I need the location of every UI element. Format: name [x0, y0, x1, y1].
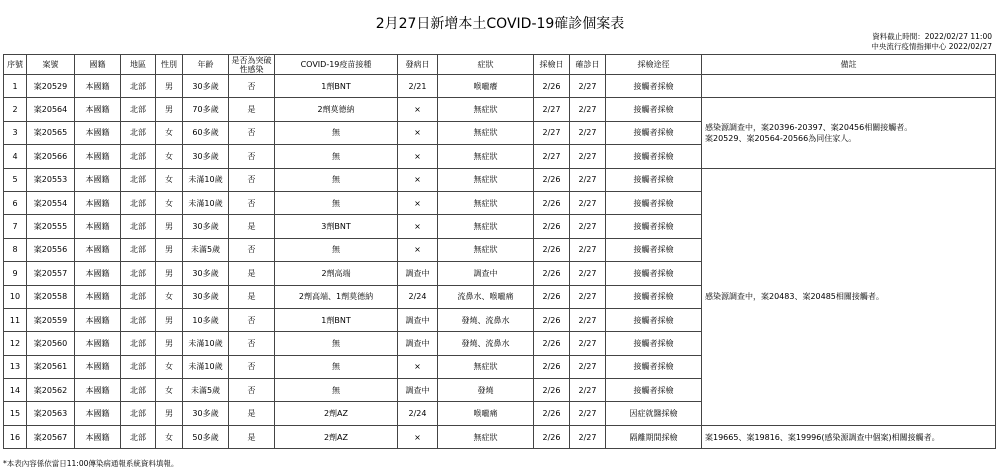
table-cell: 2/26 — [534, 308, 570, 331]
table-cell: 女 — [156, 379, 183, 402]
table-cell: 是 — [229, 215, 275, 238]
table-cell: 無 — [275, 168, 398, 191]
table-cell: 案20553 — [27, 168, 75, 191]
table-cell: 2/26 — [534, 402, 570, 425]
table-cell: 無 — [275, 332, 398, 355]
source-line: 中央流行疫情指揮中心 2022/02/27 — [871, 41, 992, 51]
table-cell: 接觸者採檢 — [606, 379, 702, 402]
table-cell: 無症狀 — [438, 121, 534, 144]
table-cell: 2/24 — [398, 285, 438, 308]
table-cell: 未滿5歲 — [183, 379, 229, 402]
table-cell: 本國籍 — [75, 425, 121, 448]
table-cell: 北部 — [121, 262, 156, 285]
table-header — [4, 55, 996, 75]
table-cell: 無 — [275, 191, 398, 214]
table-cell: 北部 — [121, 215, 156, 238]
note-line: 感染源調查中，案20396-20397、案20456相關接觸者。 — [705, 122, 913, 132]
column-header: 案號 — [27, 55, 75, 75]
table-cell: 2/21 — [398, 75, 438, 98]
table-cell: 北部 — [121, 75, 156, 98]
table-cell: × — [398, 145, 438, 168]
table-body — [4, 75, 996, 449]
column-header: 採檢日 — [534, 55, 570, 75]
table-cell: 本國籍 — [75, 402, 121, 425]
table-cell: 北部 — [121, 379, 156, 402]
table-cell: 接觸者採檢 — [606, 215, 702, 238]
table-cell: 接觸者採檢 — [606, 355, 702, 378]
table-cell: 北部 — [121, 355, 156, 378]
table-cell: 2/24 — [398, 402, 438, 425]
table-cell: 否 — [229, 121, 275, 144]
table-cell: 北部 — [121, 98, 156, 121]
table-cell: 2/27 — [534, 98, 570, 121]
table-cell: 女 — [156, 355, 183, 378]
table-cell: 是 — [229, 285, 275, 308]
footnote: *本表內容係依當日11:00傳染病通報系統資料填報。 — [3, 459, 179, 468]
table-cell: 北部 — [121, 168, 156, 191]
cutoff-time: 資料截止時間：2022/02/27 11:00 — [872, 32, 992, 41]
table-cell: 北部 — [121, 308, 156, 331]
column-header: 序號 — [4, 55, 27, 75]
table-cell: 男 — [156, 75, 183, 98]
table-cell: 案20555 — [27, 215, 75, 238]
table-cell: 30多歲 — [183, 402, 229, 425]
column-header: 性別 — [156, 55, 183, 75]
table-cell: 8 — [4, 238, 27, 261]
table-cell: × — [398, 191, 438, 214]
table-cell: 無症狀 — [438, 238, 534, 261]
table-cell: × — [398, 98, 438, 121]
table-cell: 否 — [229, 379, 275, 402]
table-cell: 2劑AZ — [275, 402, 398, 425]
table-cell: 本國籍 — [75, 285, 121, 308]
table-cell: 接觸者採檢 — [606, 168, 702, 191]
table-row — [4, 75, 996, 98]
table-cell: 30多歲 — [183, 215, 229, 238]
table-cell: 北部 — [121, 121, 156, 144]
table-cell: 否 — [229, 238, 275, 261]
note-cell — [702, 168, 996, 425]
table-cell: 是 — [229, 262, 275, 285]
table-cell: 2/27 — [570, 402, 606, 425]
table-cell: 男 — [156, 215, 183, 238]
table-cell: 70多歲 — [183, 98, 229, 121]
table-cell: 案20564 — [27, 98, 75, 121]
table-cell: 案20567 — [27, 425, 75, 448]
table-cell: 2/27 — [570, 379, 606, 402]
table-cell: 案20529 — [27, 75, 75, 98]
table-cell: 本國籍 — [75, 145, 121, 168]
table-cell: 案20566 — [27, 145, 75, 168]
table-cell: 案20560 — [27, 332, 75, 355]
table-cell: 14 — [4, 379, 27, 402]
column-header: 地區 — [121, 55, 156, 75]
note-line: 感染源調查中，案20483、案20485相關接觸者。 — [705, 292, 884, 302]
table-cell: 60多歲 — [183, 121, 229, 144]
table-cell: 隔離期間採檢 — [606, 425, 702, 448]
table-cell: 2/27 — [570, 215, 606, 238]
table-cell: 1劑BNT — [275, 308, 398, 331]
table-cell: 2劑莫德納 — [275, 98, 398, 121]
note-cell — [702, 98, 996, 168]
table-cell: 無症狀 — [438, 215, 534, 238]
table-row — [4, 168, 996, 191]
table-cell: 女 — [156, 168, 183, 191]
table-cell: 本國籍 — [75, 121, 121, 144]
table-cell: 2/27 — [534, 145, 570, 168]
table-cell: 2/27 — [570, 75, 606, 98]
table-cell: 2劑高端、1劑莫德納 — [275, 285, 398, 308]
table-cell: 男 — [156, 98, 183, 121]
table-cell: 案20558 — [27, 285, 75, 308]
table-cell: 本國籍 — [75, 238, 121, 261]
table-cell: 5 — [4, 168, 27, 191]
table-cell: 女 — [156, 285, 183, 308]
table-cell: 未滿10歲 — [183, 191, 229, 214]
table-cell: 2/26 — [534, 168, 570, 191]
table-cell: 30多歲 — [183, 75, 229, 98]
table-cell: 因症就醫採檢 — [606, 402, 702, 425]
table-cell: 男 — [156, 262, 183, 285]
table-row — [4, 98, 996, 121]
table-cell: 是 — [229, 402, 275, 425]
table-cell: 2劑AZ — [275, 425, 398, 448]
table-cell: 流鼻水、喉嚨痛 — [438, 285, 534, 308]
note-line: 案19665、案19816、案19996(感染源調查中個案)相關接觸者。 — [705, 432, 940, 442]
table-cell: 10多歲 — [183, 308, 229, 331]
table-cell: 男 — [156, 238, 183, 261]
column-header: 年齡 — [183, 55, 229, 75]
table-cell: 2/26 — [534, 355, 570, 378]
table-cell: 無症狀 — [438, 355, 534, 378]
table-cell: 否 — [229, 75, 275, 98]
table-cell: 2/27 — [570, 121, 606, 144]
table-cell: 2/26 — [534, 262, 570, 285]
table-cell: 案20554 — [27, 191, 75, 214]
table-cell: 調查中 — [438, 262, 534, 285]
table-cell: 案20562 — [27, 379, 75, 402]
table-cell: 調查中 — [398, 308, 438, 331]
table-cell: 本國籍 — [75, 75, 121, 98]
table-cell: 本國籍 — [75, 379, 121, 402]
table-cell: 2/27 — [570, 425, 606, 448]
table-cell: 9 — [4, 262, 27, 285]
report-meta — [871, 32, 992, 51]
table-cell: × — [398, 355, 438, 378]
table-cell: 4 — [4, 145, 27, 168]
table-cell: 無症狀 — [438, 191, 534, 214]
table-cell: 2/27 — [570, 191, 606, 214]
table-cell: 本國籍 — [75, 191, 121, 214]
table-cell: 13 — [4, 355, 27, 378]
table-cell: 本國籍 — [75, 355, 121, 378]
table-cell: 接觸者採檢 — [606, 191, 702, 214]
table-cell: 調查中 — [398, 262, 438, 285]
table-cell: 北部 — [121, 285, 156, 308]
table-cell: 本國籍 — [75, 262, 121, 285]
table-cell: 案20565 — [27, 121, 75, 144]
table-cell: 2/27 — [570, 238, 606, 261]
note-cell — [702, 425, 996, 448]
table-cell: 是 — [229, 98, 275, 121]
table-cell: 2/27 — [570, 168, 606, 191]
table-cell: 2 — [4, 98, 27, 121]
table-cell: 2/27 — [570, 308, 606, 331]
column-header: 備註 — [702, 55, 996, 75]
table-cell: × — [398, 168, 438, 191]
table-cell: 30多歲 — [183, 262, 229, 285]
table-cell: 發燒 — [438, 379, 534, 402]
table-cell: 無症狀 — [438, 98, 534, 121]
table-cell: 30多歲 — [183, 145, 229, 168]
table-cell: 北部 — [121, 425, 156, 448]
table-cell: 11 — [4, 308, 27, 331]
table-row — [4, 425, 996, 448]
table-cell: 2/27 — [534, 121, 570, 144]
table-cell: 否 — [229, 308, 275, 331]
table-cell: 否 — [229, 355, 275, 378]
column-header: 確診日 — [570, 55, 606, 75]
table-cell: 接觸者採檢 — [606, 238, 702, 261]
table-cell: 無 — [275, 238, 398, 261]
table-cell: 2/26 — [534, 379, 570, 402]
table-cell: 2/26 — [534, 215, 570, 238]
table-cell: 接觸者採檢 — [606, 98, 702, 121]
table-cell: 無症狀 — [438, 425, 534, 448]
table-cell: 北部 — [121, 238, 156, 261]
table-cell: 12 — [4, 332, 27, 355]
table-cell: 6 — [4, 191, 27, 214]
table-cell: 接觸者採檢 — [606, 145, 702, 168]
table-cell: 本國籍 — [75, 332, 121, 355]
table-cell: 15 — [4, 402, 27, 425]
table-cell: × — [398, 238, 438, 261]
table-cell: 50多歲 — [183, 425, 229, 448]
table-cell: 本國籍 — [75, 215, 121, 238]
table-cell: 無症狀 — [438, 168, 534, 191]
table-cell: 2/27 — [570, 285, 606, 308]
table-cell: × — [398, 215, 438, 238]
table-cell: 否 — [229, 145, 275, 168]
table-cell: 接觸者採檢 — [606, 121, 702, 144]
table-cell: 案20563 — [27, 402, 75, 425]
table-cell: 無 — [275, 355, 398, 378]
table-cell: 案20556 — [27, 238, 75, 261]
table-cell: 2/26 — [534, 332, 570, 355]
table-cell: 2/27 — [570, 332, 606, 355]
page-title: 2月27日新增本土COVID-19確診個案表 — [375, 16, 625, 32]
header-row — [4, 55, 996, 75]
table-cell: 發燒、流鼻水 — [438, 332, 534, 355]
table-cell: 1劑BNT — [275, 75, 398, 98]
table-cell: 16 — [4, 425, 27, 448]
column-header: COVID-19疫苗接種 — [275, 55, 398, 75]
table-cell: 是 — [229, 425, 275, 448]
table-cell: 女 — [156, 121, 183, 144]
table-cell: 3 — [4, 121, 27, 144]
table-cell: 7 — [4, 215, 27, 238]
table-cell: 北部 — [121, 145, 156, 168]
table-cell: 接觸者採檢 — [606, 75, 702, 98]
note-cell — [702, 75, 996, 98]
table-cell: 2/27 — [570, 145, 606, 168]
table-cell: 女 — [156, 425, 183, 448]
table-cell: 案20559 — [27, 308, 75, 331]
table-cell: 無症狀 — [438, 145, 534, 168]
table-cell: × — [398, 425, 438, 448]
table-cell: 否 — [229, 332, 275, 355]
column-header: 國籍 — [75, 55, 121, 75]
table-cell: 男 — [156, 402, 183, 425]
table-cell: 未滿10歲 — [183, 168, 229, 191]
table-cell: 未滿5歲 — [183, 238, 229, 261]
table-cell: 2/26 — [534, 425, 570, 448]
column-header: 採檢途徑 — [606, 55, 702, 75]
table-cell: 本國籍 — [75, 98, 121, 121]
table-cell: × — [398, 121, 438, 144]
table-cell: 本國籍 — [75, 308, 121, 331]
table-cell: 未滿10歲 — [183, 332, 229, 355]
table-cell: 接觸者採檢 — [606, 332, 702, 355]
table-cell: 調查中 — [398, 332, 438, 355]
table-cell: 接觸者採檢 — [606, 262, 702, 285]
table-cell: 1 — [4, 75, 27, 98]
table-cell: 2/27 — [570, 355, 606, 378]
table-cell: 2/26 — [534, 238, 570, 261]
table-cell: 喉嚨癢 — [438, 75, 534, 98]
table-cell: 2/26 — [534, 285, 570, 308]
table-cell: 女 — [156, 145, 183, 168]
column-header: 是否為突破性感染 — [229, 55, 275, 75]
table-cell: 2/26 — [534, 75, 570, 98]
table-cell: 無 — [275, 379, 398, 402]
table-cell: 無 — [275, 121, 398, 144]
note-line: 案20529、案20564-20566為同住家人。 — [705, 133, 857, 143]
table-cell: 北部 — [121, 402, 156, 425]
table-cell: 接觸者採檢 — [606, 285, 702, 308]
table-cell: 2/27 — [570, 98, 606, 121]
table-cell: 否 — [229, 191, 275, 214]
table-cell: 北部 — [121, 191, 156, 214]
table-cell: 調查中 — [398, 379, 438, 402]
column-header: 症狀 — [438, 55, 534, 75]
table-cell: 無 — [275, 145, 398, 168]
table-cell: 30多歲 — [183, 285, 229, 308]
table-cell: 接觸者採檢 — [606, 308, 702, 331]
table-cell: 2劑高端 — [275, 262, 398, 285]
table-cell: 女 — [156, 191, 183, 214]
table-cell: 2/26 — [534, 191, 570, 214]
table-cell: 10 — [4, 285, 27, 308]
table-cell: 否 — [229, 168, 275, 191]
table-cell: 2/27 — [570, 262, 606, 285]
table-cell: 發燒、流鼻水 — [438, 308, 534, 331]
table-cell: 3劑BNT — [275, 215, 398, 238]
table-cell: 北部 — [121, 332, 156, 355]
table-cell: 男 — [156, 332, 183, 355]
table-cell: 未滿10歲 — [183, 355, 229, 378]
table-cell: 男 — [156, 308, 183, 331]
table-cell: 案20561 — [27, 355, 75, 378]
table-cell: 案20557 — [27, 262, 75, 285]
case-table — [3, 54, 996, 449]
table-cell: 喉嚨痛 — [438, 402, 534, 425]
table-cell: 本國籍 — [75, 168, 121, 191]
column-header: 發病日 — [398, 55, 438, 75]
